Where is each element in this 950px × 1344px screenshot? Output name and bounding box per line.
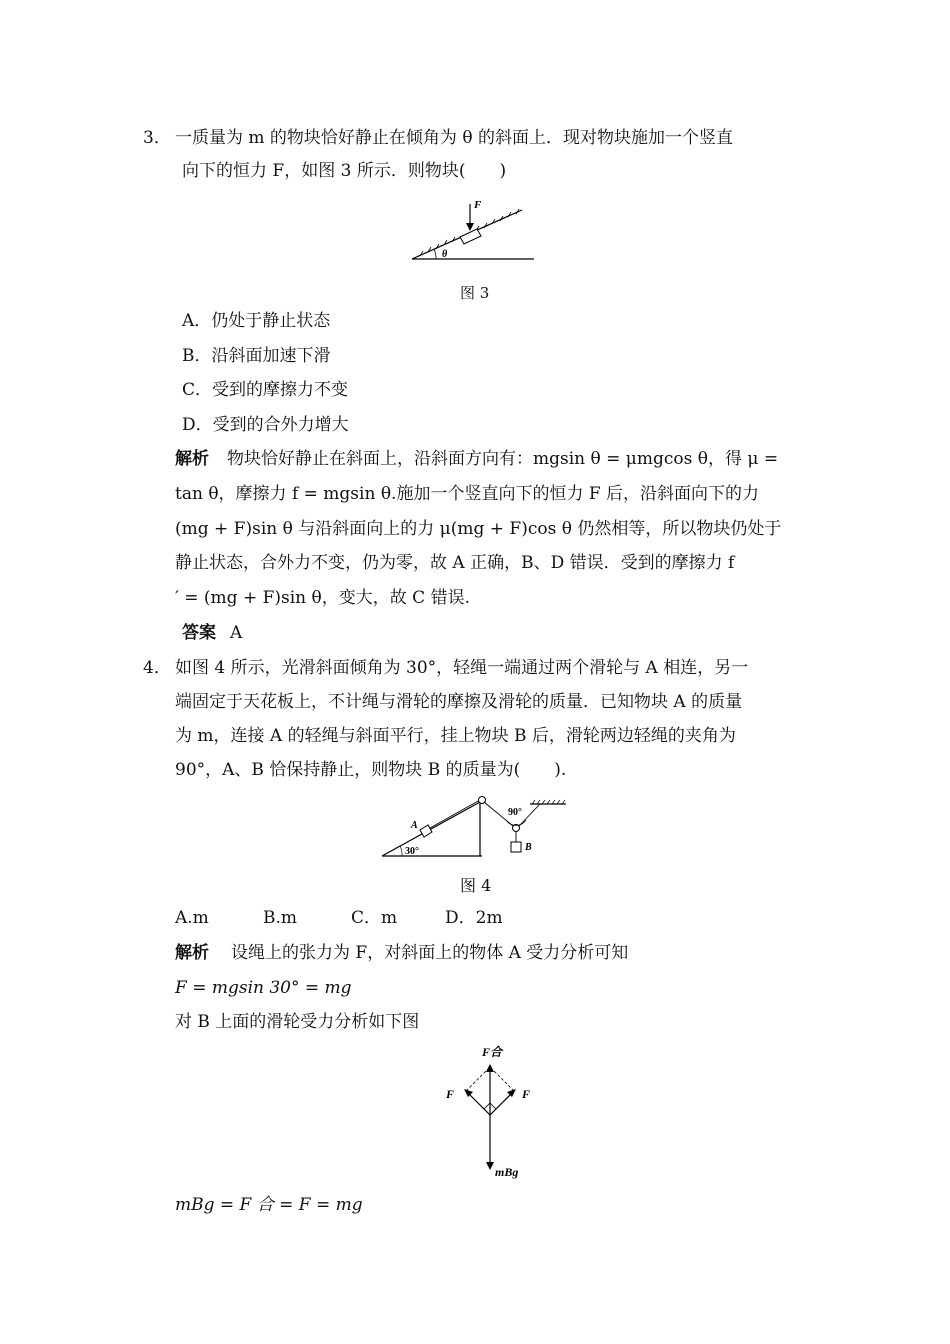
figure-3-incline	[410, 196, 540, 264]
q4-option-a: A.m	[175, 908, 209, 928]
figure-3-angle-label: θ	[442, 249, 448, 260]
q4-number: 4．	[143, 658, 171, 678]
figure-3-caption: 图 3	[460, 284, 490, 302]
q4-analysis-line2: 对 B 上面的滑轮受力分析如下图	[175, 1012, 420, 1032]
figure-4-angle-incline: 30°	[405, 846, 419, 857]
q3-analysis-line3: (mg + F)sin θ 与沿斜面向上的力 μ(mg + F)cos θ 仍然相等，所以物块仍处于	[175, 519, 782, 539]
force-right-label: F	[522, 1087, 531, 1101]
force-resultant-label: F合	[482, 1045, 503, 1059]
force-weight-label: mBg	[495, 1165, 519, 1179]
q3-number: 3．	[143, 128, 171, 148]
q3-option-b: B．沿斜面加速下滑	[182, 346, 331, 366]
figure-4-pulley	[380, 792, 570, 860]
q3-analysis-line2: tan θ，摩擦力 f = mgsin θ.施加一个竖直向下的恒力 F 后，沿斜面向下的力	[175, 484, 760, 504]
q4-option-d: D．2m	[445, 908, 503, 928]
q3-analysis-line1: 物块恰好静止在斜面上，沿斜面方向有：mgsin θ = μmgcos θ，得 μ =	[227, 449, 779, 469]
force-diagram	[440, 1040, 550, 1180]
q3-analysis-line4: 静止状态，合外力不变，仍为零，故 A 正确，B、D 错误．受到的摩擦力 f	[175, 553, 735, 573]
q3-stem-line2: 向下的恒力 F，如图 3 所示．则物块( )	[182, 161, 507, 181]
q4-stem-line1: 如图 4 所示，光滑斜面倾角为 30°，轻绳一端通过两个滑轮与 A 相连，另一	[175, 658, 749, 678]
q4-stem-line3: 为 m，连接 A 的轻绳与斜面平行，挂上物块 B 后，滑轮两边轻绳的夹角为	[175, 726, 736, 746]
q4-option-b: B.m	[263, 908, 298, 928]
figure-4-block-b-label: B	[525, 842, 532, 853]
q3-option-a: A．仍处于静止状态	[182, 311, 331, 331]
figure-4-block-a-label: A	[411, 820, 418, 831]
q3-analysis-label: 解析	[175, 449, 209, 469]
q3-option-d: D．受到的合外力增大	[182, 415, 349, 435]
q4-analysis-label: 解析	[175, 943, 209, 963]
q3-stem-line1: 一质量为 m 的物块恰好静止在倾角为 θ 的斜面上．现对物块施加一个竖直	[175, 128, 733, 148]
figure-4-caption: 图 4	[460, 876, 492, 895]
figure-4-angle-rope: 90°	[508, 807, 522, 818]
q4-equation1: F = mgsin 30° = mg	[175, 978, 352, 998]
q3-answer-value: A	[230, 623, 243, 643]
q3-analysis-line5: ′ = (mg + F)sin θ，变大，故 C 错误.	[175, 588, 470, 608]
q4-equation2: mBg = F 合 = F = mg	[175, 1195, 363, 1215]
q4-option-c: C．m	[351, 908, 398, 928]
q3-answer-label: 答案	[182, 623, 216, 643]
q4-stem-line4: 90°，A、B 恰保持静止，则物块 B 的质量为( ).	[175, 760, 567, 780]
figure-3-force-label: F	[474, 199, 482, 211]
force-left-label: F	[446, 1087, 455, 1101]
q3-option-c: C．受到的摩擦力不变	[182, 380, 349, 400]
q4-analysis-line1: 设绳上的张力为 F，对斜面上的物体 A 受力分析可知	[231, 943, 629, 963]
q4-stem-line2: 端固定于天花板上，不计绳与滑轮的摩擦及滑轮的质量．已知物块 A 的质量	[175, 692, 743, 712]
